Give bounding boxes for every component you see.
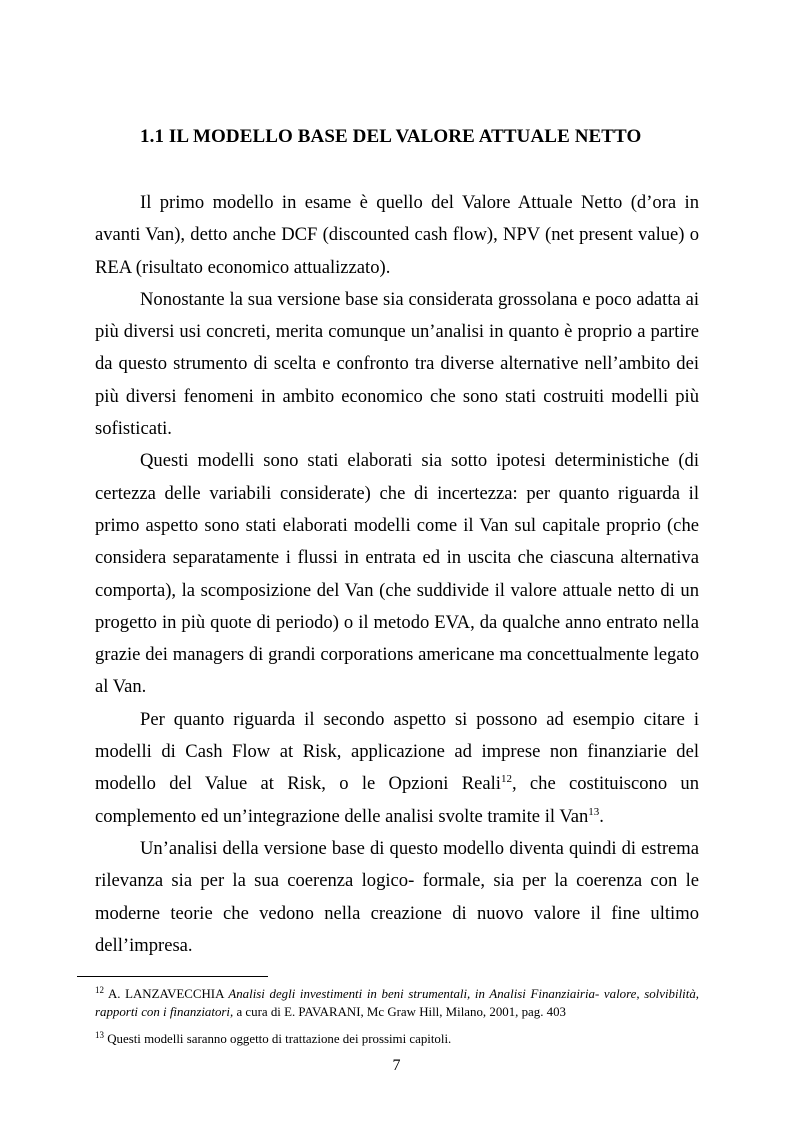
footnote-12-title: Analisi degli investimenti in beni strumentali, in Analisi Finanziairia- valore, solvibilità, rapporti con i finanziatori, xyxy=(95,987,699,1019)
footnote-12-number: 12 xyxy=(95,985,104,995)
paragraph-4-text-2: , che costituiscono un complemento ed un’integrazione delle analisi svolte tramite il Van xyxy=(95,773,699,827)
paragraph-1: Il primo modello in esame è quello del Valore Attuale Netto (d’ora in avanti Van), detto anche DCF (discounted cash flow), NPV (net present value) o REA (risultato economico attualizzato). xyxy=(95,192,699,278)
footnote-12 xyxy=(95,985,699,1021)
paragraph-5: Un’analisi della versione base di questo modello diventa quindi di estrema rilevanza sia per la sua coerenza logico- formale, sia per la coerenza con le moderne teorie che vedono nella creazione di nuovo valore il fine ultimo dell’impresa. xyxy=(95,837,699,956)
paragraph-3: Questi modelli sono stati elaborati sia sotto ipotesi deterministiche (di certezza delle variabili considerate) che di incertezza: per quanto riguarda il primo aspetto sono stati elaborati modelli come il Van sul capitale proprio (che considera separatamente i flussi in entrata ed in uscita che ciascuna alternativa comporta), la scomposizione del Van (che suddivide il valore attuale netto di un progetto in più quote di periodo) o il metodo EVA, da qualche anno entrato nella grazie dei managers di grandi corporations americane ma concettualmente legato al Van. xyxy=(95,450,699,698)
footnote-separator xyxy=(77,976,268,977)
footnote-13-number: 13 xyxy=(95,1030,104,1040)
page-number: 7 xyxy=(392,1057,401,1074)
paragraph-2: Nonostante la sua versione base sia considerata grossolana e poco adatta ai più diversi usi concreti, merita comunque un’analisi in quanto è proprio a partire da questo strumento di scelta e confronto tra diverse alternative nell’ambito dei più diversi fenomeni in ambito economico che sono stati costruiti modelli più sofisticati. xyxy=(95,288,699,440)
paragraph-4-text-3: . xyxy=(599,805,604,827)
footnote-12-author: A. LANZAVECCHIA xyxy=(107,987,224,1001)
footnote-13 xyxy=(95,1030,699,1048)
paragraph-4-text-1: Per quanto riguarda il secondo aspetto si possono ad esempio citare i modelli di Cash Flow at Risk, applicazione ad imprese non finanziarie del modello del Value at Risk, o le Opzioni Reali xyxy=(95,708,699,795)
footnote-ref-13[interactable]: 13 xyxy=(588,805,600,818)
paragraph-4 xyxy=(95,704,699,833)
footnote-ref-12[interactable]: 12 xyxy=(500,773,512,786)
body-text xyxy=(95,187,699,962)
footnote-13-text: Questi modelli saranno oggetto di trattazione dei prossimi capitoli. xyxy=(107,1032,452,1046)
section-heading: 1.1 IL MODELLO BASE DEL VALORE ATTUALE NETTO xyxy=(140,126,642,147)
footnote-12-details: a cura di E. PAVARANI, Mc Graw Hill, Milano, 2001, pag. 403 xyxy=(236,1005,566,1019)
